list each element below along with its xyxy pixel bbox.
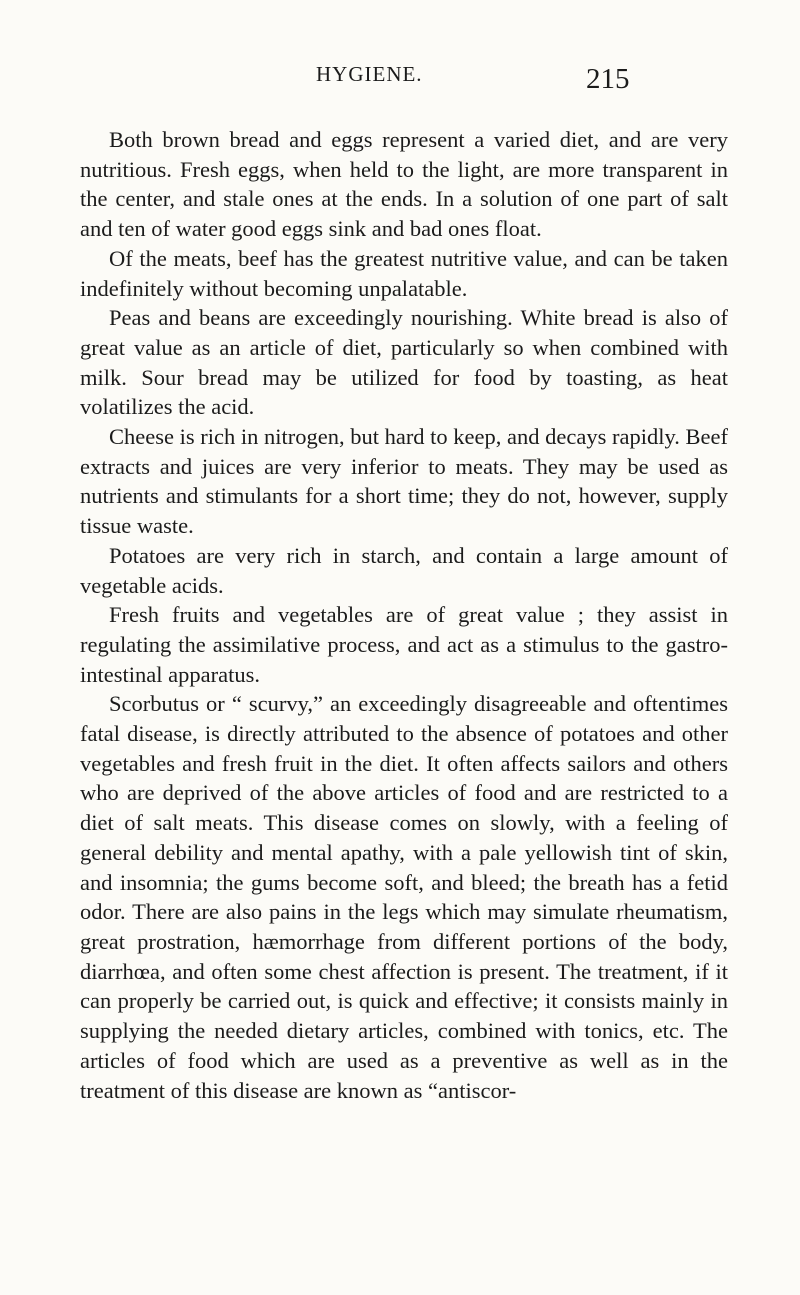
paragraph-peas-bread: Peas and beans are exceedingly nourishing. White bread is also of great value as an article of diet, particularly so when combined with milk. Sour bread may be utilized for food by toasting, as heat volatilizes the acid.: [80, 305, 728, 420]
paragraph-cheese: Cheese is rich in nitrogen, but hard to keep, and decays rapidly. Beef extracts and juices are very inferior to meats. They may be used as nutrients and stimulants for a short time; they do not, however, supply tissue waste.: [80, 424, 728, 539]
body-text: [80, 125, 728, 1105]
paragraph-meats: Of the meats, beef has the greatest nutritive value, and can be taken indefinitely without becoming unpalatable.: [80, 245, 728, 301]
paragraph-scurvy: Scorbutus or “ scurvy,” an exceedingly disagreeable and oftentimes fatal disease, is directly attributed to the absence of potatoes and other vegetables and fresh fruit in the diet. It often affects sailors and others who are deprived of the above articles of food and are restricted to a diet of salt meats. This disease comes on slowly, with a feeling of general debility and mental apathy, with a pale yellowish tint of skin, and insomnia; the gums become soft, and bleed; the breath has a fetid odor. There are also pains in the legs which may simulate rheumatism, great prostration, hæmorrhage from different portions of the body, diarrhœa, and often some chest affection is present. The treatment, if it can properly be carried out, is quick and effective; it consists mainly in supplying the needed dietary articles, combined with tonics, etc. The articles of food which are used as a preventive as well as in the treatment of this disease are known as “antiscor-: [80, 691, 728, 1103]
page-number: 215: [586, 63, 630, 95]
paragraph-potatoes: Potatoes are very rich in starch, and contain a large amount of vegetable acids.: [80, 542, 728, 598]
paragraph-fruits: Fresh fruits and vegetables are of great value ; they assist in regulating the assimilative process, and act as a stimulus to the gastro-intestinal apparatus.: [80, 602, 728, 687]
page-header: [0, 62, 800, 102]
paragraph-eggs: Both brown bread and eggs represent a varied diet, and are very nutritious. Fresh eggs, when held to the light, are more transparent in the center, and stale ones at the ends. In a solution of one part of salt and ten of water good eggs sink and bad ones float.: [80, 127, 728, 242]
running-title: HYGIENE.: [316, 62, 423, 86]
